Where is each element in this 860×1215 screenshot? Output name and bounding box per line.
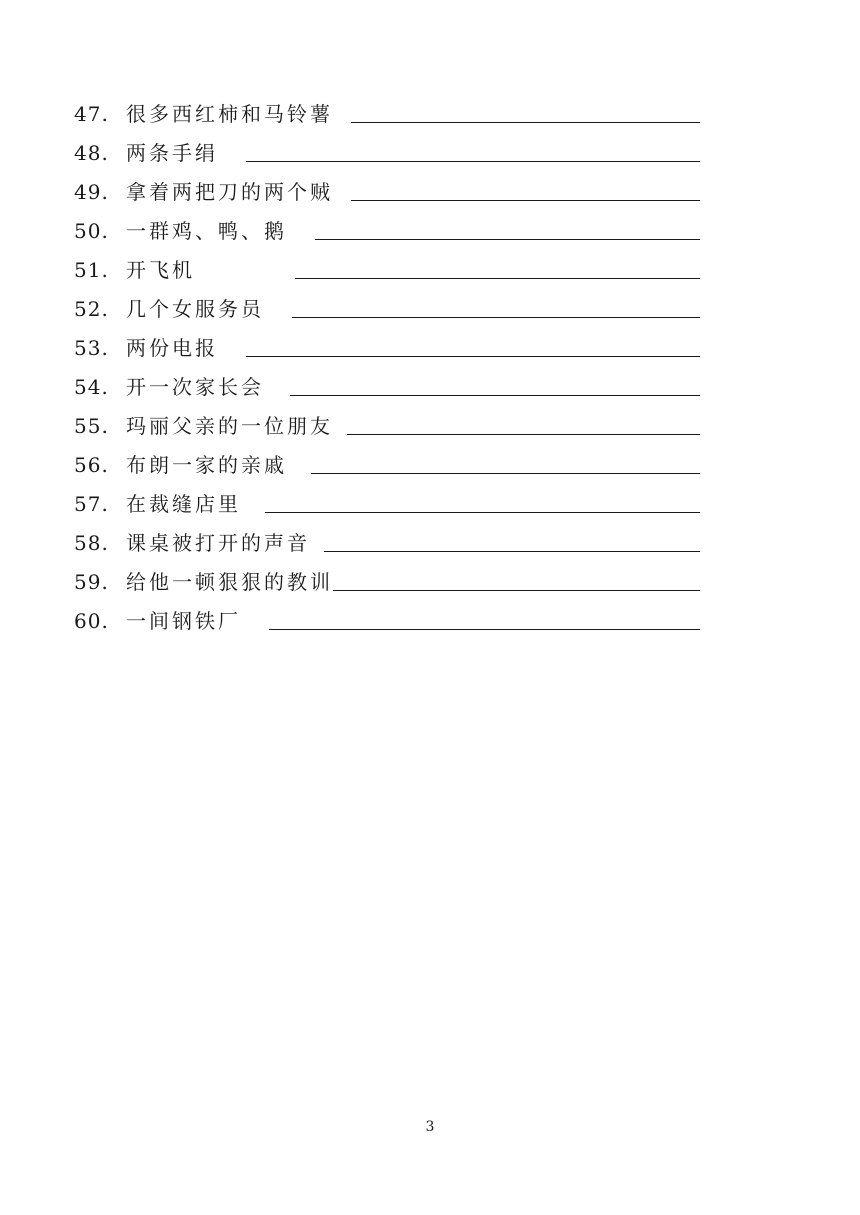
item-phrase: 在裁缝店里 (126, 492, 241, 516)
exercise-item (74, 407, 700, 446)
exercise-item (74, 134, 700, 173)
item-phrase: 一群鸡、鸭、鹅 (126, 219, 287, 243)
item-phrase: 拿着两把刀的两个贼 (126, 180, 333, 204)
answer-blank[interactable] (351, 122, 700, 123)
page-number: 3 (425, 1119, 435, 1135)
answer-blank[interactable] (246, 356, 700, 357)
item-phrase: 布朗一家的亲戚 (126, 453, 287, 477)
answer-blank[interactable] (347, 434, 700, 435)
item-phrase: 两份电报 (126, 336, 218, 360)
item-number: 55. (74, 414, 109, 438)
exercise-item (74, 251, 700, 290)
item-phrase: 开一次家长会 (126, 375, 264, 399)
item-number: 51. (74, 258, 109, 282)
item-number: 48. (74, 141, 109, 165)
answer-blank[interactable] (265, 512, 700, 513)
answer-blank[interactable] (246, 161, 700, 162)
exercise-item (74, 329, 700, 368)
item-number: 58. (74, 531, 109, 555)
item-number: 47. (74, 102, 109, 126)
answer-blank[interactable] (290, 395, 700, 396)
answer-blank[interactable] (351, 200, 700, 201)
item-phrase: 两条手绢 (126, 141, 218, 165)
exercise-item (74, 368, 700, 407)
exercise-item (74, 446, 700, 485)
item-phrase: 一间钢铁厂 (126, 609, 241, 633)
item-phrase: 课桌被打开的声音 (126, 531, 310, 555)
exercise-item (74, 485, 700, 524)
answer-blank[interactable] (324, 551, 700, 552)
item-number: 49. (74, 180, 109, 204)
answer-blank[interactable] (333, 590, 700, 591)
exercise-item (74, 524, 700, 563)
exercise-item (74, 563, 700, 602)
item-phrase: 开飞机 (126, 258, 195, 282)
item-number: 53. (74, 336, 109, 360)
item-phrase: 很多西红柿和马铃薯 (126, 102, 333, 126)
exercise-item (74, 95, 700, 134)
item-number: 57. (74, 492, 109, 516)
item-phrase: 玛丽父亲的一位朋友 (126, 414, 333, 438)
exercise-item (74, 173, 700, 212)
answer-blank[interactable] (315, 239, 700, 240)
exercise-item (74, 290, 700, 329)
answer-blank[interactable] (292, 317, 700, 318)
answer-blank[interactable] (295, 278, 700, 279)
item-number: 59. (74, 570, 109, 594)
item-number: 52. (74, 297, 109, 321)
exercise-item (74, 212, 700, 251)
exercise-item (74, 602, 700, 641)
exercise-list (74, 95, 700, 641)
answer-blank[interactable] (269, 629, 700, 630)
item-phrase: 几个女服务员 (126, 297, 264, 321)
item-number: 50. (74, 219, 109, 243)
item-number: 60. (74, 609, 109, 633)
answer-blank[interactable] (311, 473, 700, 474)
item-number: 54. (74, 375, 109, 399)
item-phrase: 给他一顿狠狠的教训 (126, 570, 333, 594)
item-number: 56. (74, 453, 109, 477)
